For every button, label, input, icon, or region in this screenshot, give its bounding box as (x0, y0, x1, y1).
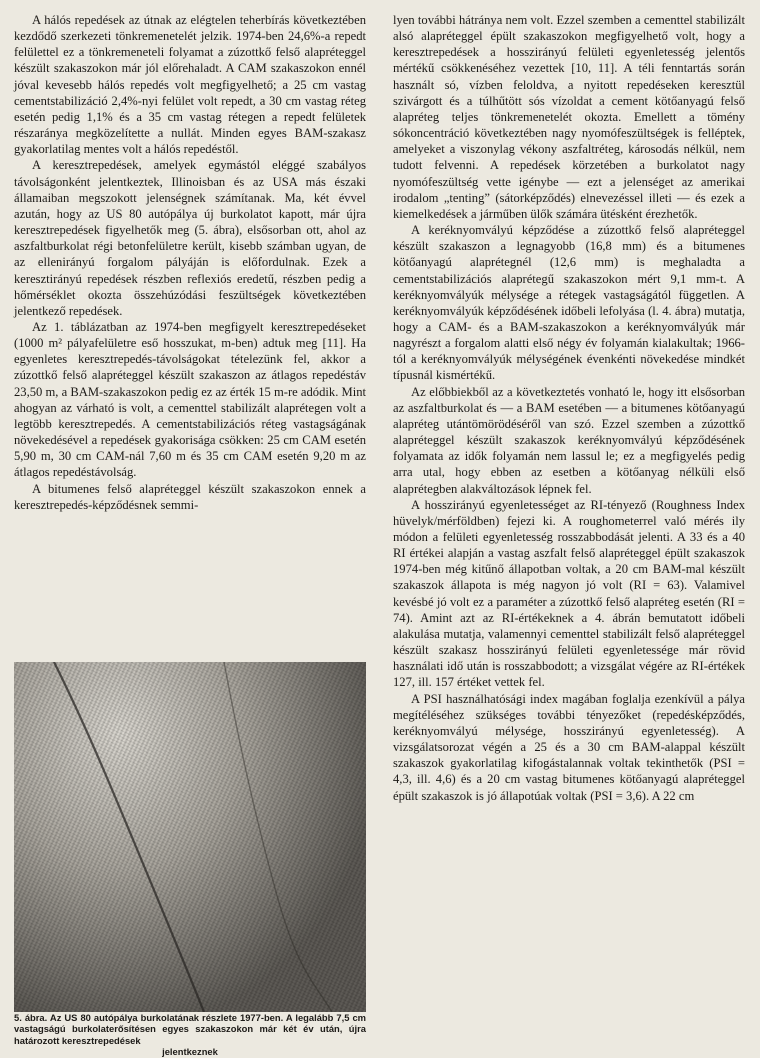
left-column (14, 12, 366, 513)
paragraph-psi: A PSI használhatósági index magában foglalja ezenkívül a pálya megítéléséhez szükséges további tényezőket (repedésképződés, keréknyomvályú mélysége, hosszirányú egyenletesség). A vizsgálatsorozat végén a 25 és a 30 cm BAM-alappal készült szakaszok gyakorlatilag kifogástalannak voltak tekinthetők (PSI = 4,3, ill. 4,6) és a 20 cm vastag bitumenes kötőanyagú alapréteggel épült szakaszok is jó állapotúak voltak (PSI = 3,6). A 22 cm (393, 691, 745, 803)
figure-road-photo (14, 662, 366, 1012)
paragraph-tablazat: Az 1. táblázatban az 1974-ben megfigyelt keresztrepedéseket (1000 m² pályafelületre eső hosszukat, m-ben) adtuk meg [11]. Ha egyenletes keresztrepedés-távolságokat tételezünk fel, akkor a zúzottkő felső alapréteggel készült szakaszon az átlagos repedéstáv 23,50 m, a BAM-szakaszokon pedig ez az érték 15 m-re adódik. Mint ahogyan az várható is volt, a cementtel stabilizált alaprétegen volt a legtöbb keresztrepedés. A cementstabilizációs réteg vastagságának növekedésével a repedések gyakorisága csökken: 25 cm CAM esetén 5,90 m, 30 cm CAM-nál 7,60 m és 35 cm CAM esetén 9,20 m az átlagos repedéstávolság. (14, 319, 366, 480)
figure-caption-end: jelentkeznek (162, 1046, 218, 1058)
transverse-crack (14, 662, 366, 1012)
right-column (393, 12, 745, 804)
paragraph-bitumenes: A bitumenes felső alapréteggel készült szakaszokon ennek a keresztrepedés-képződésnek semmi- (14, 481, 366, 512)
paragraph-kovetkeztetes: Az előbbiekből az a következtetés vonható le, hogy itt elsősorban az aszfaltburkolat és — a BAM esetében — a bitumenes kötőanyagú alapréteg utántömörödéséről van szó. Ezzel szemben a zúzottkő alapréteggel készült szakaszok keréknyomvályú képződésének folyamata az idők folyamán nem lassul le; ez a megfigyelés pedig arra utal, hogy ebben az esetben a kötőanyag nélküli első alaprétegben alakváltozások lépnek fel. (393, 384, 745, 496)
paragraph-hosszirany: A hosszirányú egyenletességet az RI-tényező (Roughness Index hüvelyk/mérföldben) fejezi ki. A roughometerrel való mérés ily módon a felületi egyenletesség rosszabbodását jelenti. A 33 és a 40 RI értékei alapján a vastag aszfalt felső alapréteggel épült szakaszok 1974-ben még kitűnő állapotban voltak, a 20 cm BAM-mal készült szakaszok állapota is még nagyon jó volt (RI = 63). Valamivel kevésbé jó volt ez a paraméter a zúzottkő felső alapréteg esetén (RI = 74). Amint azt az RI-értékeknek a 4. ábrán bemutatott időbeli alakulása mutatja, valamennyi cementtel stabilizált felső alapréteggel készült szakasz hosszirányú felületi egyenletessége már rövid használati idő után is rosszabbodott; a vizsgálat végére az RI-értékek 127, ill. 157 értéket vettek fel. (393, 497, 745, 690)
paragraph-continuation: lyen további hátránya nem volt. Ezzel szemben a cementtel stabilizált alsó alapréteggel épült szakaszokon megfigyelhető volt, hogy a keresztrepedések a hosszirányú felületi egyenletesség jelentős mértékű csökkenéséhez vezettek [10, 11]. A téli fenntartás során használt só, vízben feloldva, a nyitott repedéseken keresztül szivárgott és a túlhűtött sós vízoldat a cement kötőanyagú felső alapréteg teljes tönkremenetelét okozta. Emellett a tömény sókoncentráció következtében nagy nyomófeszültségek is felléptek, amelyeket a viszonylag vékony aszfaltréteg, károsodás nélkül, nem tudott felvenni. A repedések körzetében a burkolatot nagy nyomófeszültség vette igénybe — ezt a jelenséget az amerikai irodalom „tenting” (sátorképződés) elnevezéssel illeti — és ezek a kiemelkedések a járműben ülők számára ütésként érezhetők. (393, 13, 745, 221)
paragraph-kereknyomvalyu: A keréknyomvályú képződése a zúzottkő felső alapréteggel készült szakaszon a legnagyobb (16,8 mm) és a bitumenes kötőanyagú alaprétegnél (12,6 mm) is meghaladta a cementstabilizációs alaprétegű szakaszokon mért 9,1 mm-t. A keréknyomvályúk mélysége a rétegek vastagságától független. A keréknyomvályúk képződésének időbeli lefolyása (l. 4. ábra) mutatja, hogy a CAM- és a BAM-szakaszokon a keréknyomvályúk már nagyrészt a forgalom alatti első négy év folyamán kialakultak; 1966-tól a keréknyomvályúk mélységének évenkénti növekedése mindkét típusnál kismértékű. (393, 223, 745, 383)
figure-caption (14, 1012, 366, 1058)
paragraph-keresztrepedesek: A keresztrepedések, amelyek egymástól eléggé szabályos távolságonként jelentkeztek, Illinoisban és az USA más északi államaiban megszokott jelenségnek számítanak. Ma, két évvel azután, hogy az US 80 autópálya új burkolatot kapott, már újra keresztrepedések figyelhetők meg (5. ábra), elsősorban ott, ahol az aszfaltburkolat régi betonfelületre került, kisebb számban ugyan, de az ellenirányú forgalom pályáján is előfordulnak. Ezek a keresztirányú repedések részben reflexiós eredetű, részben pedig a hőmérséklet okozta összehúzódási feszültségek következtében jelentkező repedések. (14, 158, 366, 318)
paragraph-halos-repedesek: A hálós repedések az útnak az elégtelen teherbírás következtében kezdődő szerkezeti tönkremenetelét jelzik. 1974-ben 24,6%-a repedt felülettel ez a tönkremeneteli folyamat a zúzottkő felső alapréteggel készült szakaszokon már jól előrehaladt. A CAM szakaszokon ennél jóval kevesebb hálós repedés volt megfigyelhető; a 25 cm vastag cementstabilizáció 2,4%-nyi felület volt repedt, a 30 cm vastag réteg esetén pedig 1,1% és a 35 cm vastag rétegen a repedt felületek részaránya megközelítette a nullát. Minden egyes BAM-szakasz gyakorlatilag mentes volt a hálós repedéstől. (14, 13, 366, 157)
figure-caption-text: 5. ábra. Az US 80 autópálya burkolatának részlete 1977-ben. A legalább 7,5 cm vastagságú burkolaterősítésen egyes szakaszokon már két év után, újra határozott keresztrepedések (14, 1012, 366, 1046)
